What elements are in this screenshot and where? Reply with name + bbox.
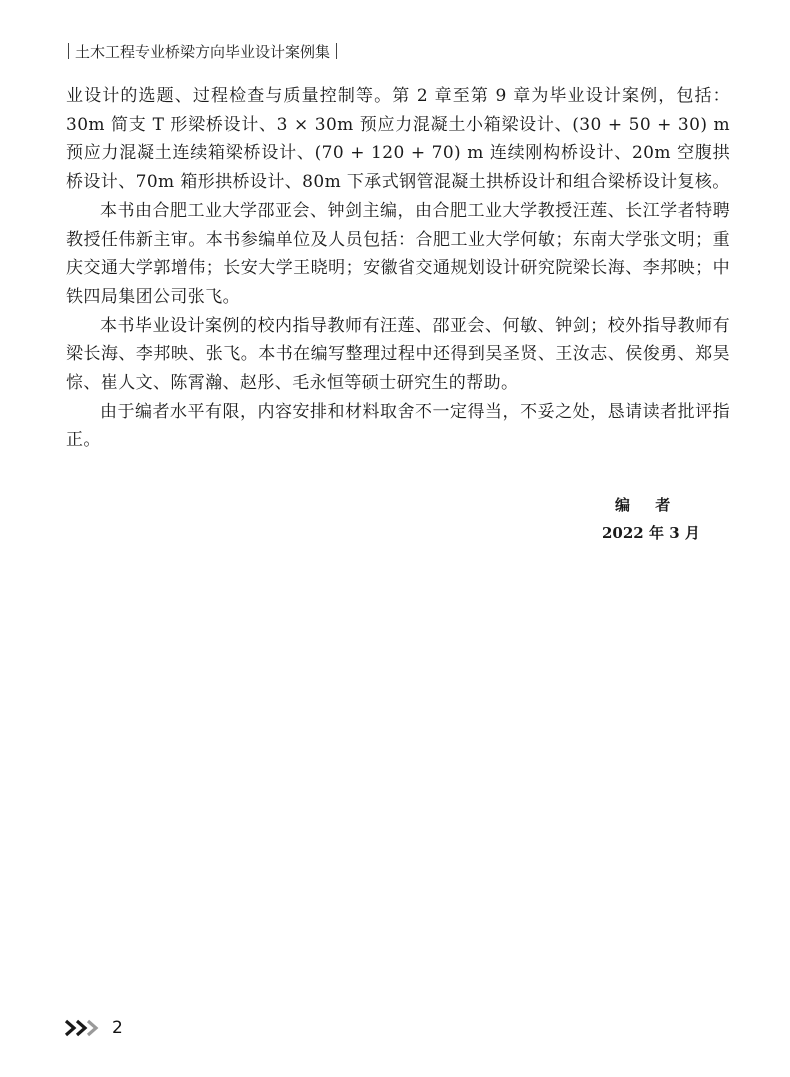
header-divider-left	[68, 43, 69, 59]
paragraph-editors: 本书由合肥工业大学邵亚会、钟剑主编，由合肥工业大学教授汪莲、长江学者特聘教授任伟新主审。本书参编单位及人员包括：合肥工业大学何敏；东南大学张文明；重庆交通大学郭增伟；长安大学王晓明；安徽省交通规划设计研究院梁长海、李邦映；中铁四局集团公司张飞。	[66, 200, 730, 307]
page-number: 2	[112, 1018, 123, 1038]
paragraph-advisors: 本书毕业设计案例的校内指导教师有汪莲、邵亚会、何敏、钟剑；校外指导教师有梁长海、李邦映、张飞。本书在编写整理过程中还得到吴圣贤、王汝志、侯俊勇、郑昊悰、崔人文、陈霄瀚、赵彤、毛永恒等硕士研究生的帮助。	[66, 315, 730, 394]
paragraph-continuation: 业设计的选题、过程检查与质量控制等。第 2 章至第 9 章为毕业设计案例，包括：30m 简支 T 形梁桥设计、3 × 30m 预应力混凝土小箱梁设计、(30 + 50 + 30) m 预应力混凝土连续箱梁桥设计、(70 + 120 + 70) m 连续刚构桥设计、20m 空腹拱桥设计、70m 箱形拱桥设计、80m 下承式钢管混凝土拱桥设计和组合梁桥设计复核。	[66, 86, 730, 193]
page-footer	[64, 1018, 123, 1038]
triple-chevron-right-icon	[64, 1018, 102, 1038]
running-header	[62, 40, 343, 62]
running-title: 土木工程专业桥梁方向毕业设计案例集	[75, 42, 331, 61]
preface-body	[66, 82, 730, 455]
paragraph-closing: 由于编者水平有限，内容安排和材料取舍不一定得当，不妥之处，恳请读者批评指正。	[66, 401, 730, 451]
header-divider-right	[336, 43, 337, 59]
signature-author: 编 者	[615, 496, 681, 514]
signature-date: 2022 年 3 月	[602, 524, 700, 542]
